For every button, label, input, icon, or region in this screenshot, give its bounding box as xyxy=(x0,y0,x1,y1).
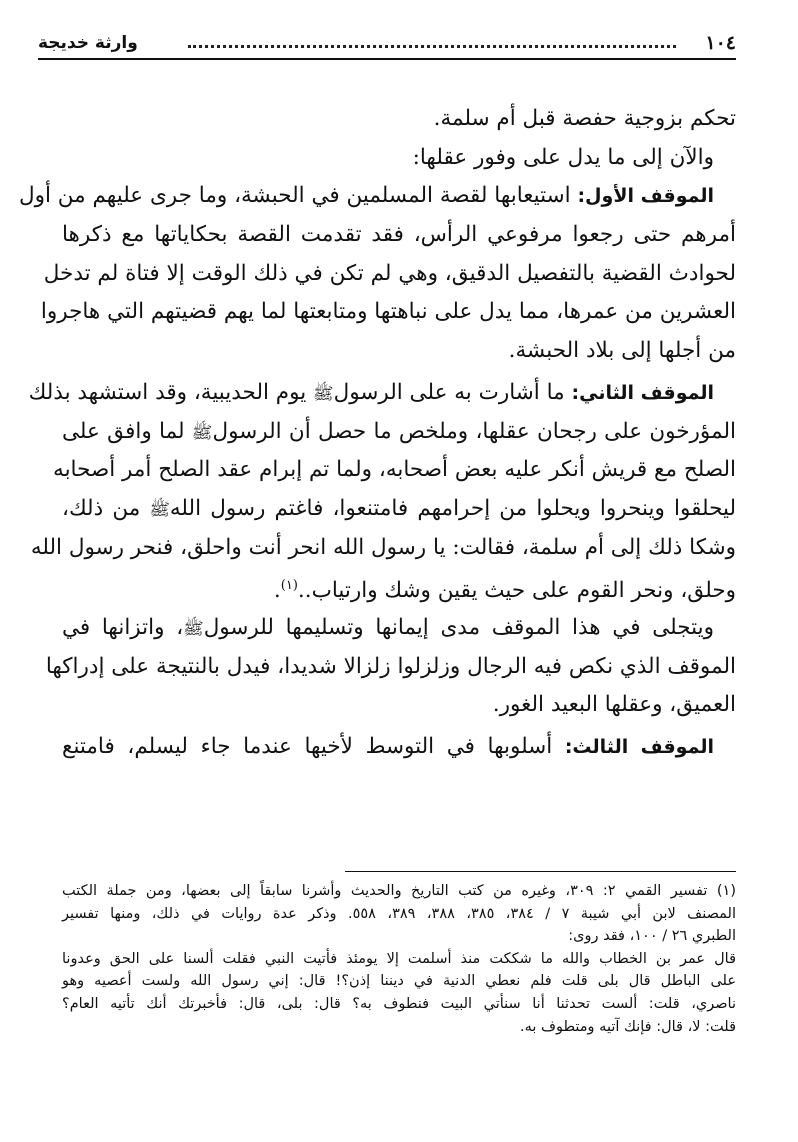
text-line xyxy=(18,177,736,216)
footnotes xyxy=(62,880,736,1038)
text-run: استيعابها لقصة المسلمين في الحبشة، وما جرى عليهم من أول xyxy=(18,183,571,209)
footnote-line: (١) تفسير القمي ٢: ٣٠٩، وغيره من كتب التاريخ والحديث وأشرنا سابقاً إلى بعضها، ومن جملة الكتب xyxy=(62,883,737,899)
text-run: المؤرخون على رجحان عقلها، وملخص ما حصل أن الرسول xyxy=(212,418,736,444)
page-number: ١٠٤ xyxy=(705,32,736,54)
text-run: من ذلك، xyxy=(62,495,141,521)
text-run: ما أشارت به على الرسول xyxy=(333,379,565,405)
running-title: وارثة خديجة xyxy=(38,33,138,53)
footnote-separator xyxy=(345,871,736,872)
header-dot-leader xyxy=(188,45,676,48)
footnote-line: قلت: لا، قال: فإنك آتيه ومتطوف به. xyxy=(519,1018,736,1035)
section-heading: الموقف الثالث: xyxy=(564,736,714,758)
footnote-line: الطبري ٢٦ / ١٠٠، فقد روى: xyxy=(568,928,736,945)
text-line: تحكم بزوجية حفصة قبل أم سلمة. xyxy=(433,106,736,131)
text-run: أسلوبها في التوسط لأخيها عندما جاء ليسلم، فامتنع xyxy=(62,734,553,759)
text-line xyxy=(62,728,736,767)
text-line: وحلق، ونحر القوم على حيث يقين وشك وارتياب..$^{(١)}$. xyxy=(273,578,736,604)
footnote-line: ناصري، قلت: ألست تحدثنا أنا سنأتي البيت فنطوف به؟ قال: بلى، قال: فأخبرتك أنك تأتيه العام؟ xyxy=(62,995,736,1012)
pbuh-symbol: ﷺ xyxy=(313,383,334,404)
pbuh-symbol: ﷺ xyxy=(183,618,204,639)
text-line: العميق، وعقلها البعيد الغور. xyxy=(492,692,736,718)
text-line: والآن إلى ما يدل على وفور عقلها: xyxy=(412,144,714,170)
page-header xyxy=(38,30,736,60)
text-run: ليحلقوا وينحروا ويحلوا من إحرامهم فامتنعوا، فاغتم رسول الله xyxy=(169,495,736,521)
text-line: من أجلها إلى بلاد الحبشة. xyxy=(508,338,736,364)
text-line: الصلح مع قريش أنكر عليه بعض أصحابه، ولما تم إبرام عقد الصلح أمر أصحابه xyxy=(53,457,736,483)
text-run: يوم الحديبية، وقد استشهد بذلك xyxy=(28,379,307,405)
footnote-line: المصنف لابن أبي شيبة ٧ / ٣٨٤، ٣٨٥، ٣٨٨، ٣٨٩، ٥٥٨. وذكر عدة روايات في ذلك، ومنها تفسير xyxy=(62,905,736,922)
footnote-line: على الباطل قال بلى قلت فلم نعطي الدنية في ديننا إذن؟! قال: إني رسول الله ولست أعصيه وهو xyxy=(62,973,736,990)
text-line xyxy=(62,490,736,529)
section-heading: الموقف الثاني: xyxy=(571,381,714,404)
text-line: لحوادث القضية بالتفصيل الدقيق، وهي لم تكن في ذلك الوقت إلا فتاة لم تدخل xyxy=(43,260,736,286)
footnote-line: قال عمر بن الخطاب والله ما شككت منذ أسلمت إلا يومئذ فأتيت النبي فقلت ألسنا على الحق وعدونا xyxy=(62,950,736,967)
footnote-reference: (١) xyxy=(280,578,298,594)
text-run: ، واتزانها في xyxy=(62,614,184,640)
text-line: الموقف الذي نكص فيه الرجال وزلزلوا زلزالا شديدا، فيدل بالنتيجة على إدراكها xyxy=(45,653,736,679)
text-line: العشرين من عمرها، مما يدل على نباهتها ومتابعتها لما يهم قضيتهم التي هاجروا xyxy=(40,299,736,325)
text-line xyxy=(28,374,736,413)
text-line: أمرهم حتى رجعوا مرفوعي الرأس، فقد تقدمت القصة بحكاياتها مع ذكرها xyxy=(62,222,736,248)
text-line: وشكا ذلك إلى أم سلمة، فقالت: يا رسول الله انحر أنت واحلق، فنحر رسول الله xyxy=(30,534,736,560)
pbuh-symbol: ﷺ xyxy=(149,499,170,520)
text-line xyxy=(62,413,736,452)
main-text xyxy=(18,100,736,767)
pbuh-symbol: ﷺ xyxy=(191,422,213,443)
text-run: لما وافق على xyxy=(62,418,185,444)
text-run: وحلق، ونحر القوم على حيث يقين وشك وارتياب.. xyxy=(297,578,736,604)
section-heading: الموقف الأول: xyxy=(577,185,714,208)
text-run: ويتجلى في هذا الموقف مدى إيمانها وتسليمها للرسول xyxy=(203,614,714,640)
text-line xyxy=(62,609,736,648)
